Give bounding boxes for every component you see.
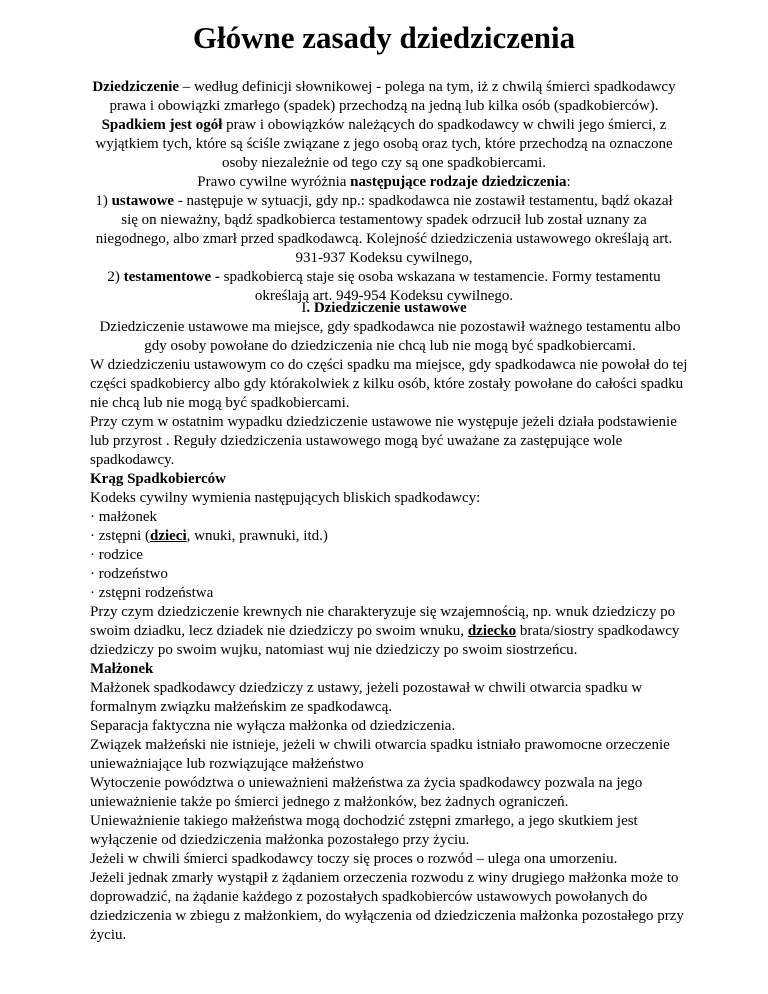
type-statutory: 1) ustawowe - następuje w sytuacji, gdy np.: spadkodawca nie zostawił testamentu, bądź okazał się on nieważny, bądź spadkobierca testamentowy spadek odrzucił lub został uznany za niegodnego, albo zmarł przed spadkodawcą. Kolejność dziedziczenia ustawowego określają art. 931-937 Kodeksu cywilnego,	[95, 193, 673, 266]
definition-paragraph: Dziedziczenie – według definicji słownikowej - polega na tym, iż z chwilą śmierci spadkodawcy prawa i obowiązki zmarłego (spadek) przechodzą na jedną lub kilka osób (spadkobierców).	[92, 79, 676, 114]
spouse-paragraph: Jeżeli w chwili śmierci spadkodawcy toczy się proces o rozwód – ulega ona umorzeniu.	[90, 851, 618, 867]
term-dziedziczenie: Dziedziczenie	[92, 79, 180, 95]
spouse-paragraph: Małżonek spadkodawcy dziedziczy z ustawy, jeżeli pozostawał w chwili otwarcia spadku w formalnym związku małżeńskim ze spadkodawcą.	[90, 680, 643, 715]
heirs-heading: Krąg Spadkobierców	[90, 471, 226, 487]
intro-block	[90, 78, 678, 306]
reciprocity-note: Przy czym dziedziczenie krewnych nie charakteryzuje się wzajemnością, np. wnuk dziedziczy po swoim dziadku, lecz dziadek nie dziedziczy po swoim wnuku, dziecko brata/siostry spadkodawcy dziedziczy po swoim wujku, natomiast wuj nie dziedziczy po swoim siostrzeńcu.	[90, 604, 680, 658]
page-title: Główne zasady dziedziczenia	[192, 20, 576, 55]
partial-inheritance-paragraph: W dziedziczeniu ustawowym co do części spadku ma miejsce, gdy spadkodawca nie powołał do tej części spadkobiercy albo gdy którakolwiek z kilku osób, które zostały powołane do całości spadku nie chcą lub nie mogą być spadkobiercami.	[90, 357, 688, 411]
spouse-paragraph: Unieważnienie takiego małżeństwa mogą dochodzić zstępni zmarłego, a jego skutkiem jest wyłączenie od dziedziczenia małżonka pozostałego przy życiu.	[90, 813, 638, 848]
section-lead-paragraph: Dziedziczenie ustawowe ma miejsce, gdy spadkodawca nie pozostawił ważnego testamentu albo gdy osoby powołane do dziedziczenia nie chcą lub nie mogą być spadkobiercami.	[99, 319, 681, 354]
link-dzieci[interactable]: dzieci	[149, 528, 187, 544]
list-item: · zstępni (dzieci, wnuki, prawnuki, itd.)	[90, 528, 328, 544]
types-intro: Prawo cywilne wyróżnia następujące rodzaje dziedziczenia:	[197, 174, 571, 190]
type-testamentary: 2) testamentowe - spadkobiercą staje się osoba wskazana w testamencie. Formy testamentu określają art. 949-954 Kodeksu cywilnego.	[107, 269, 661, 304]
spouse-paragraph: Jeżeli jednak zmarły wystąpił z żądaniem orzeczenia rozwodu z winy drugiego małżonka może to doprowadzić, na żądanie każdego z pozostałych spadkobierców ustawowych powołanych do dziedziczenia w zbiegu z małżonkiem, do wyłączenia od dziedziczenia małżonka pozostałego przy życiu.	[90, 870, 684, 943]
spouse-heading: Małżonek	[90, 661, 154, 677]
substitution-paragraph: Przy czym w ostatnim wypadku dziedziczenie ustawowe nie występuje jeżeli działa podstawienie lub przyrost . Reguły dziedziczenia ustawowego mogą być uważane za zastępujące wole spadkodawcy.	[90, 414, 677, 468]
link-dziecko[interactable]: dziecko	[467, 623, 517, 639]
spouse-paragraph: Separacja faktyczna nie wyłącza małżonka od dziedziczenia.	[90, 718, 456, 734]
term-spadek: Spadkiem jest ogół	[101, 117, 223, 133]
list-item: · rodzeństwo	[90, 566, 168, 582]
list-item: · rodzice	[90, 547, 143, 563]
section-body	[90, 318, 690, 945]
spouse-paragraph: Związek małżeński nie istnieje, jeżeli w chwili otwarcia spadku istniało prawomocne orzeczenie unieważniające lub rozwiązujące małżeństwo	[90, 737, 670, 772]
heirs-intro: Kodeks cywilny wymienia następujących bliskich spadkodawcy:	[90, 490, 481, 506]
section-heading: I. Dziedziczenie ustawowe	[301, 300, 467, 316]
list-item: · zstępni rodzeństwa	[90, 585, 214, 601]
list-item: · małżonek	[90, 509, 158, 525]
estate-paragraph: Spadkiem jest ogół praw i obowiązków należących do spadkodawcy w chwili jego śmierci, z wyjątkiem tych, które są ściśle związane z jego osobą oraz tych, które przechodzą na oznaczone osoby niezależnie od tego czy są one spadkobiercami.	[95, 117, 673, 171]
spouse-paragraph: Wytoczenie powództwa o unieważnieni małżeństwa za życia spadkodawcy pozwala na jego unieważnienie także po śmierci jednego z małżonków, bez żadnych ograniczeń.	[90, 775, 643, 810]
